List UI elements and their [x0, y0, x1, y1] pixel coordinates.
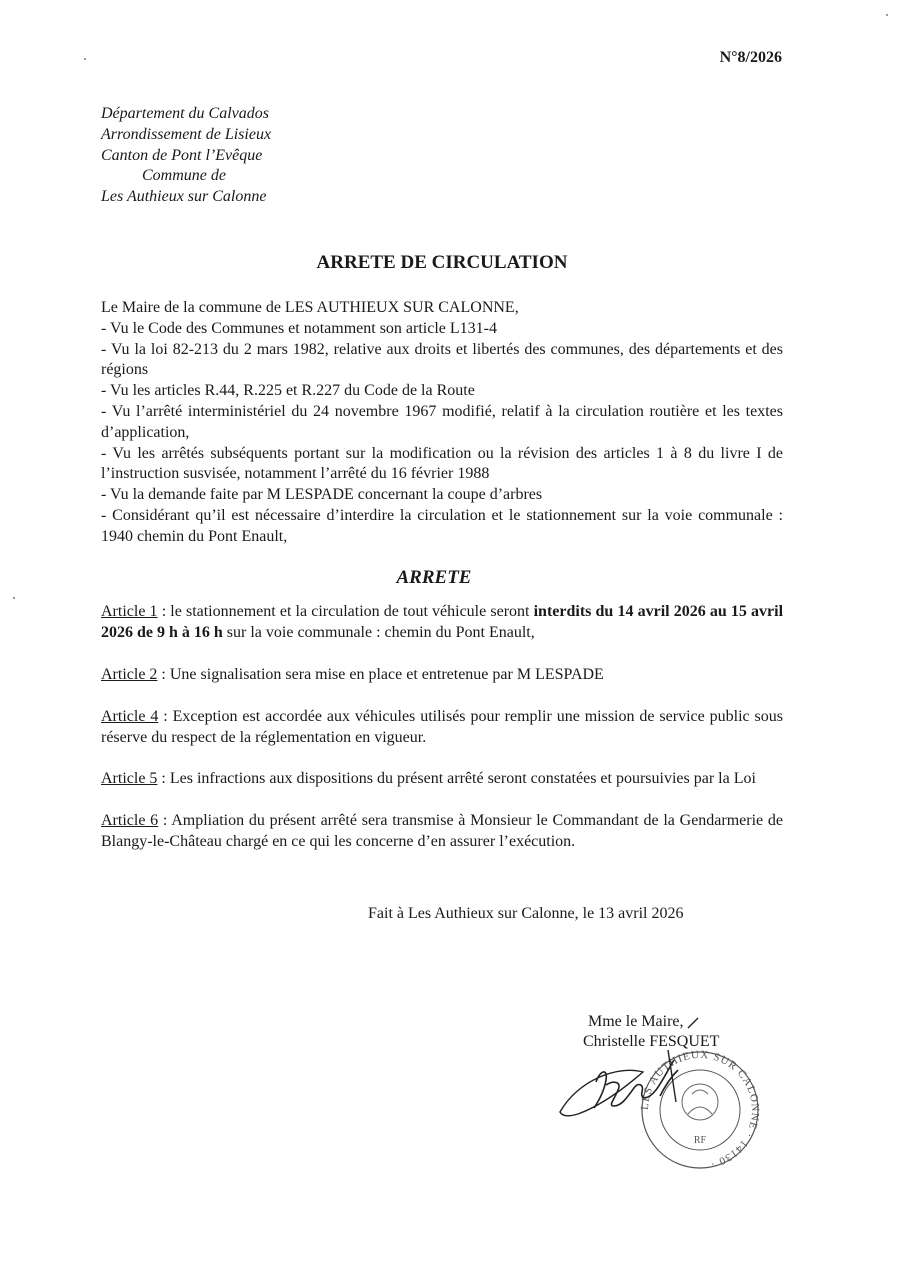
article-6: [101, 811, 783, 853]
stamp-text: LES AUTHIEUX SUR CALONNE · 14130 ·: [638, 1048, 762, 1170]
article-4: [101, 707, 783, 749]
signatory-block: [583, 1012, 719, 1052]
article-1: [101, 602, 783, 644]
article-label: Article 1: [101, 603, 158, 621]
preamble-intro: Le Maire de la commune de LES AUTHIEUX SUR CALONNE,: [101, 299, 519, 316]
preamble-vu-arrete-1967: - Vu l’arrêté interministériel du 24 novembre 1967 modifié, relatif à la circulation routière et les textes d’application,: [101, 402, 783, 441]
article-label: Article 2: [101, 665, 158, 683]
scan-speck: [13, 597, 15, 599]
scan-speck: [84, 58, 86, 60]
document-body: [101, 298, 783, 874]
article-text: : Une signalisation sera mise en place et entretenue par M LESPADE: [157, 665, 604, 683]
article-2: [101, 665, 783, 686]
svg-text:LES AUTHIEUX SUR CALONNE · 141: [639, 1049, 761, 1170]
stamp-center: RF: [693, 1135, 707, 1146]
article-text-bold: interdits du 14 avril 2026 au 15 avril 2026 de 9 h à 16 h: [101, 603, 784, 642]
header-canton: Canton de Pont l’Evêque: [101, 146, 263, 164]
signatory-name: Christelle FESQUET: [583, 1033, 720, 1050]
article-text: : Exception est accordée aux véhicules utilisés pour remplir une mission de service public sous réserve du respect de la réglementation en vigueur.: [101, 707, 783, 746]
article-text: : Les infractions aux dispositions du présent arrêté seront constatées et poursuivies par la Loi: [157, 770, 756, 788]
article-label: Article 4: [101, 707, 159, 725]
scan-speck: [886, 14, 888, 16]
article-text: : le stationnement et la circulation de tout véhicule seront: [157, 603, 534, 621]
preamble-considerant: - Considérant qu’il est nécessaire d’interdire la circulation et le stationnement sur la voie communale : 1940 chemin du Pont Enault,: [101, 506, 783, 545]
preamble-vu-demande: - Vu la demande faite par M LESPADE concernant la coupe d’arbres: [101, 486, 543, 504]
header-arrondissement: Arrondissement de Lisieux: [101, 125, 272, 143]
arrete-heading: ARRETE: [396, 566, 472, 588]
article-label: Article 6: [101, 812, 159, 830]
header-commune-name: Les Authieux sur Calonne: [101, 188, 267, 206]
preamble-vu-code-route: - Vu les articles R.44, R.225 et R.227 du Code de la Route: [101, 382, 475, 400]
article-text: sur la voie communale : chemin du Pont Enault,: [222, 624, 535, 642]
preamble-vu-arretes-subsequents: - Vu les arrêtés subséquents portant sur la modification ou la révision des articles 1 à 8 du livre I de l’instruction susvisée, notamment l’arrêté du 16 février 1988: [101, 444, 783, 483]
article-5: [101, 769, 783, 790]
document-number: N°8/2026: [719, 49, 782, 66]
administrative-header: [101, 104, 271, 208]
municipal-stamp: [639, 1049, 761, 1170]
header-commune-label: Commune de: [142, 167, 226, 185]
place-date-line: Fait à Les Authieux sur Calonne, le 13 avril 2026: [368, 905, 684, 922]
article-text: : Ampliation du présent arrêté sera transmise à Monsieur le Commandant de la Gendarmerie de Blangy-le-Château chargé en ce qui les concerne d’en assurer l’exécution.: [101, 812, 783, 850]
preamble-vu-loi: - Vu la loi 82-213 du 2 mars 1982, relative aux droits et libertés des communes, des départements et des régions: [101, 340, 783, 379]
document-title: ARRETE DE CIRCULATION: [316, 252, 568, 273]
signatory-role: Mme le Maire,: [588, 1013, 684, 1030]
header-department: Département du Calvados: [101, 105, 269, 122]
article-label: Article 5: [101, 770, 158, 788]
preamble-vu-code-communes: - Vu le Code des Communes et notamment son article L131-4: [101, 319, 497, 337]
